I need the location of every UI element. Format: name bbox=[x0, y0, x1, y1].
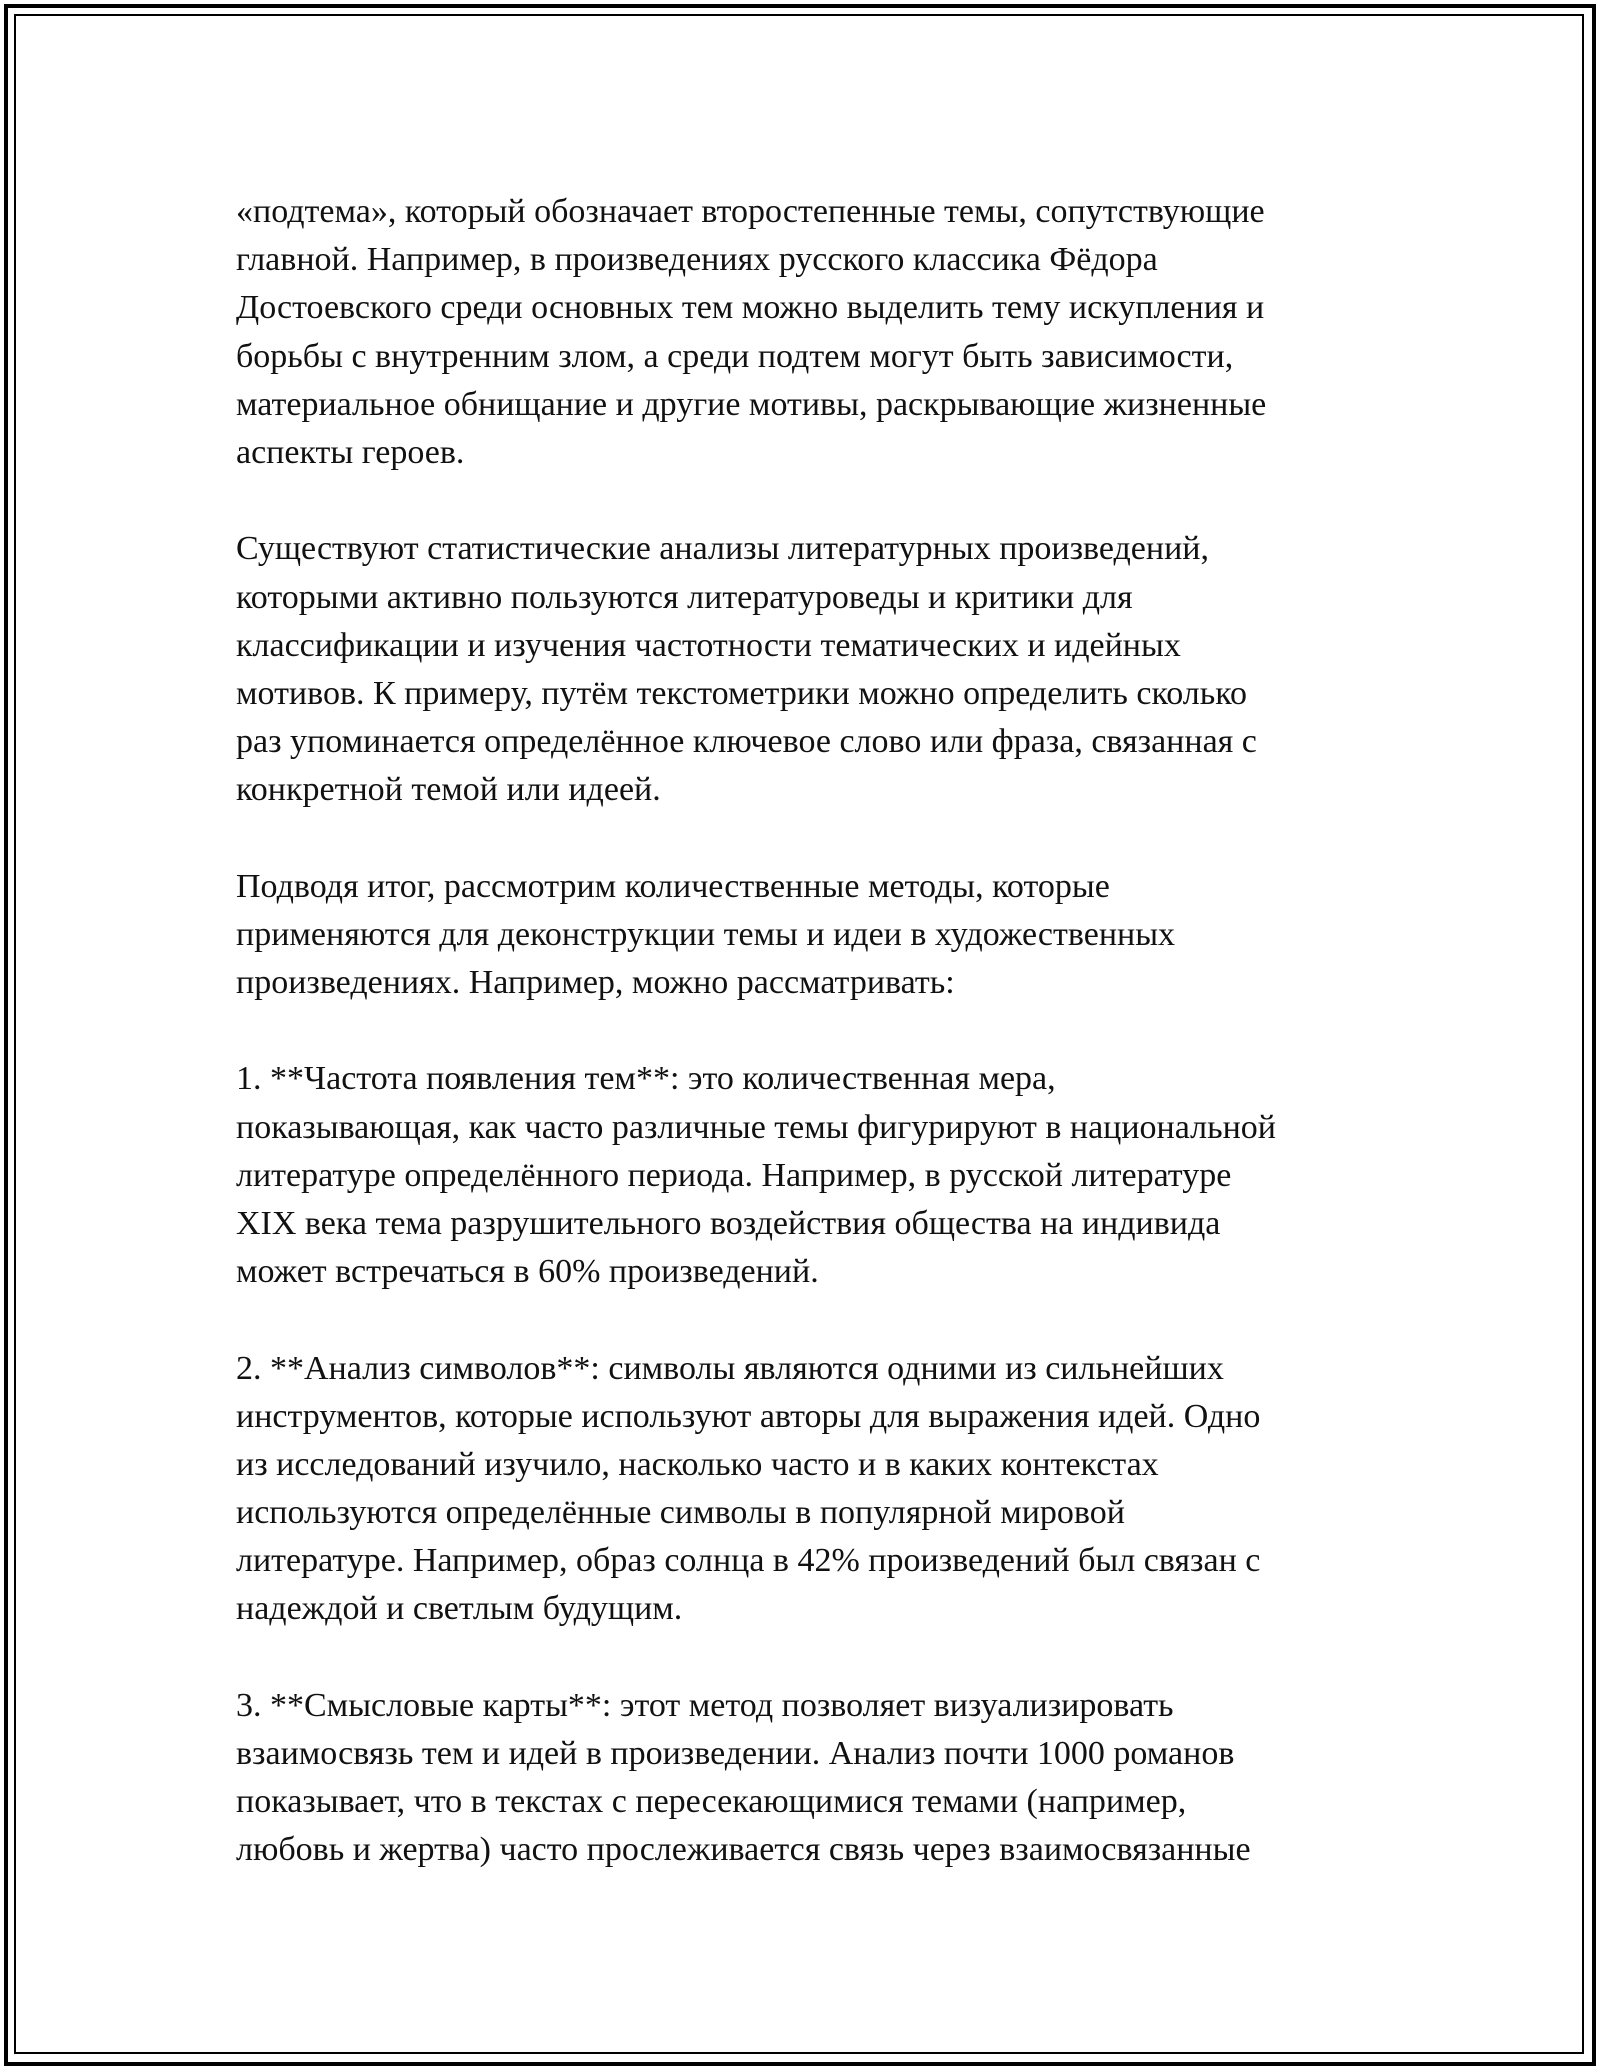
text-line: «подтема», который обозначает второстепенные темы, сопутствующие bbox=[236, 193, 1265, 230]
text-line: Существуют статистические анализы литературных произведений, bbox=[236, 530, 1209, 568]
text-line: литературе определённого периода. Например, в русской литературе bbox=[236, 1156, 1232, 1194]
text-line: взаимосвязь тем и идей в произведении. Анализ почти 1000 романов bbox=[236, 1735, 1235, 1772]
text-line: классификации и изучения частотности тематических и идейных bbox=[236, 626, 1181, 664]
list-item-3 bbox=[236, 1682, 1386, 1875]
text-line: XIX века тема разрушительного воздействия общества на индивида bbox=[236, 1204, 1221, 1242]
text-line: используются определённые символы в популярной мировой bbox=[236, 1494, 1125, 1532]
paragraph-spacer bbox=[236, 1634, 1386, 1682]
document-body bbox=[236, 188, 1386, 1875]
text-line: 2. **Анализ символов**: символы являются одними из сильнейших bbox=[236, 1349, 1224, 1387]
text-line: 3. **Смысловые карты**: этот метод позволяет визуализировать bbox=[236, 1686, 1174, 1724]
paragraph-spacer bbox=[236, 477, 1386, 525]
text-line: материальное обнищание и другие мотивы, раскрывающие жизненные bbox=[236, 385, 1267, 423]
text-line: может встречаться в 60% произведений. bbox=[236, 1253, 819, 1291]
text-line: Достоевского среди основных тем можно выделить тему искупления и bbox=[236, 289, 1265, 327]
text-line: надеждой и светлым будущим. bbox=[236, 1590, 683, 1628]
list-item-2 bbox=[236, 1345, 1386, 1634]
text-line: раз упоминается определённое ключевое слово или фраза, связанная с bbox=[236, 723, 1257, 761]
text-line: показывающая, как часто различные темы фигурируют в национальной bbox=[236, 1108, 1277, 1146]
text-line: любовь и жертва) часто прослеживается связь через взаимосвязанные bbox=[236, 1831, 1251, 1869]
paragraph-spacer bbox=[236, 1007, 1386, 1055]
text-line: применяются для деконструкции темы и идеи в художественных bbox=[236, 915, 1176, 953]
text-line: из исследований изучило, насколько часто и в каких контекстах bbox=[236, 1445, 1159, 1483]
text-line: произведениях. Например, можно рассматривать: bbox=[236, 964, 955, 1001]
text-line: аспекты героев. bbox=[236, 433, 465, 471]
document-paragraphs bbox=[236, 188, 1386, 1875]
list-item-1 bbox=[236, 1055, 1386, 1296]
text-line: Подводя итог, рассмотрим количественные методы, которые bbox=[236, 867, 1110, 905]
text-line: показывает, что в текстах с пересекающимися темами (например, bbox=[236, 1783, 1187, 1821]
text-line: инструментов, которые используют авторы для выражения идей. Одно bbox=[236, 1397, 1261, 1435]
text-line: главной. Например, в произведениях русского классика Фёдора bbox=[236, 241, 1158, 279]
subtheme-paragraph bbox=[236, 188, 1386, 477]
text-line: борьбы с внутренним злом, а среди подтем могут быть зависимости, bbox=[236, 337, 1234, 375]
summary-paragraph bbox=[236, 863, 1386, 1008]
paragraph-spacer bbox=[236, 814, 1386, 862]
text-line: которыми активно пользуются литературоведы и критики для bbox=[236, 578, 1133, 616]
text-line: 1. **Частота появления тем**: это количественная мера, bbox=[236, 1060, 1056, 1098]
text-line: литературе. Например, образ солнца в 42% произведений был связан с bbox=[236, 1542, 1261, 1580]
text-line: мотивов. К примеру, путём текстометрики можно определить сколько bbox=[236, 674, 1248, 712]
paragraph-spacer bbox=[236, 1296, 1386, 1344]
statistics-paragraph bbox=[236, 525, 1386, 814]
text-line: конкретной темой или идеей. bbox=[236, 771, 661, 809]
